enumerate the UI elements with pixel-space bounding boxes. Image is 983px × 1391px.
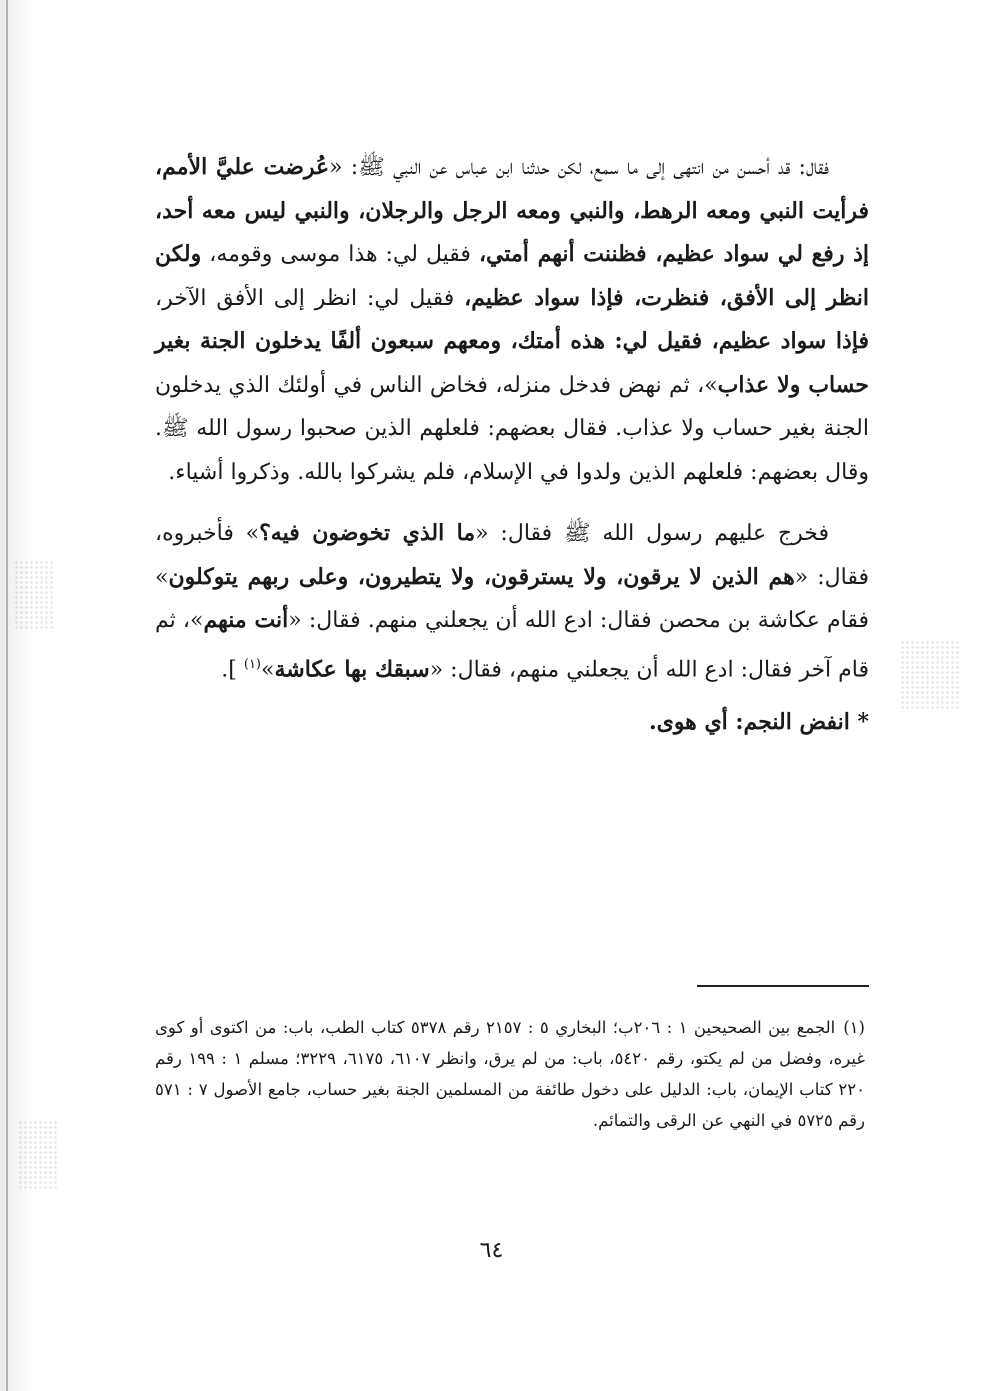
scan-noise bbox=[14, 560, 54, 630]
p2-part-7: »، ثم قام آخر فقال: ادع الله أن يجعلني منهم، فقال: « bbox=[155, 608, 869, 682]
p2-part-2: ما الذي تخوضون فيه؟ bbox=[259, 520, 476, 546]
p1-part-6: فإذا سواد عظيم، فقيل لي: هذه أمتك، ومعهم سبعون ألفًا يدخلون الجنة بغير حساب ولا عذاب bbox=[155, 328, 869, 398]
p1-part-1: فقال: قد أحسن من انتهى إلى ما سمع، لكن حدثنا ابن عباس عن النبي ﷺ: « bbox=[329, 155, 829, 180]
footnote-reference: (١) bbox=[243, 656, 261, 672]
scan-binding-line bbox=[6, 0, 8, 1391]
footnote bbox=[155, 1012, 865, 1136]
paragraph-2 bbox=[155, 512, 869, 691]
page-number: ٦٤ bbox=[479, 1238, 504, 1263]
p2-part-4: هم الذين لا يرقون، ولا يسترقون، ولا يتطيرون، وعلى ربهم يتوكلون bbox=[168, 563, 795, 590]
footnote-text: الجمع بين الصحيحين ١ : ٢٠٦ب؛ البخاري ٥ : ٢١٥٧ رقم ٥٣٧٨ كتاب الطب، باب: من اكتوى أو كوى غيره، وفضل من لم يكتو، رقم ٥٤٢٠، باب: من لم يرق، وانظر ٦١٠٧، ٦١٧٥، ٣٢٢٩؛ مسلم ١ : ١٩٩ رقم ٢٢٠ كتاب الإيمان، باب: الدليل على دخول طائفة من المسلمين الجنة بغير حساب، جامع الأصول ٧ : ٥٧١ رقم ٥٧٢٥ في النهي عن الرقى والتمائم. bbox=[155, 1018, 865, 1130]
p1-part-7: »، ثم نهض فدخل منزله، فخاض الناس في أولئك الذي يدخلون الجنة بغير حساب ولا عذاب. فقال بعضهم: فلعلهم الذين صحبوا رسول الله ﷺ. وقال بعضهم: فلعلهم الذين ولدوا في الإسلام، فلم يشركوا بالله. وذكروا أشياء. bbox=[155, 372, 869, 485]
footnote-number: (١) bbox=[843, 1018, 865, 1037]
scan-noise bbox=[18, 1120, 58, 1190]
p2-part-1: فخرج عليهم رسول الله ﷺ فقال: « bbox=[475, 521, 829, 546]
p1-part-4: ولكن انظر إلى الأفق، فنظرت، فإذا سواد عظيم، bbox=[155, 241, 869, 311]
annotation-note: * انفض النجم: أي هوى. bbox=[648, 709, 869, 736]
p2-part-9: » bbox=[261, 656, 275, 682]
p2-part-6: أنت منهم bbox=[203, 607, 289, 633]
p2-part-10: ]. bbox=[221, 656, 244, 682]
scan-noise bbox=[900, 640, 960, 710]
p1-part-3: فقيل لي: هذا موسى وقومه، bbox=[201, 242, 479, 267]
p2-part-3: » فأخبروه، فقال: « bbox=[155, 521, 869, 590]
p2-part-5: » فقام عكاشة بن محصن فقال: ادع الله أن يجعلني منهم. فقال: « bbox=[155, 564, 870, 633]
main-text bbox=[155, 146, 869, 745]
p1-part-2: عُرضت عليَّ الأمم، فرأيت النبي ومعه الرهط، والنبي ومعه الرجل والرجلان، والنبي ليس معه أحد، إذ رفع لي سواد عظيم، فظننت أنهم أمتي، bbox=[155, 154, 870, 267]
footnote-separator bbox=[697, 985, 869, 987]
p1-part-5: فقيل لي: انظر إلى الأفق الآخر، bbox=[155, 285, 465, 311]
paragraph-1 bbox=[155, 146, 869, 494]
p2-part-8: سبقك بها عكاشة bbox=[274, 655, 430, 682]
